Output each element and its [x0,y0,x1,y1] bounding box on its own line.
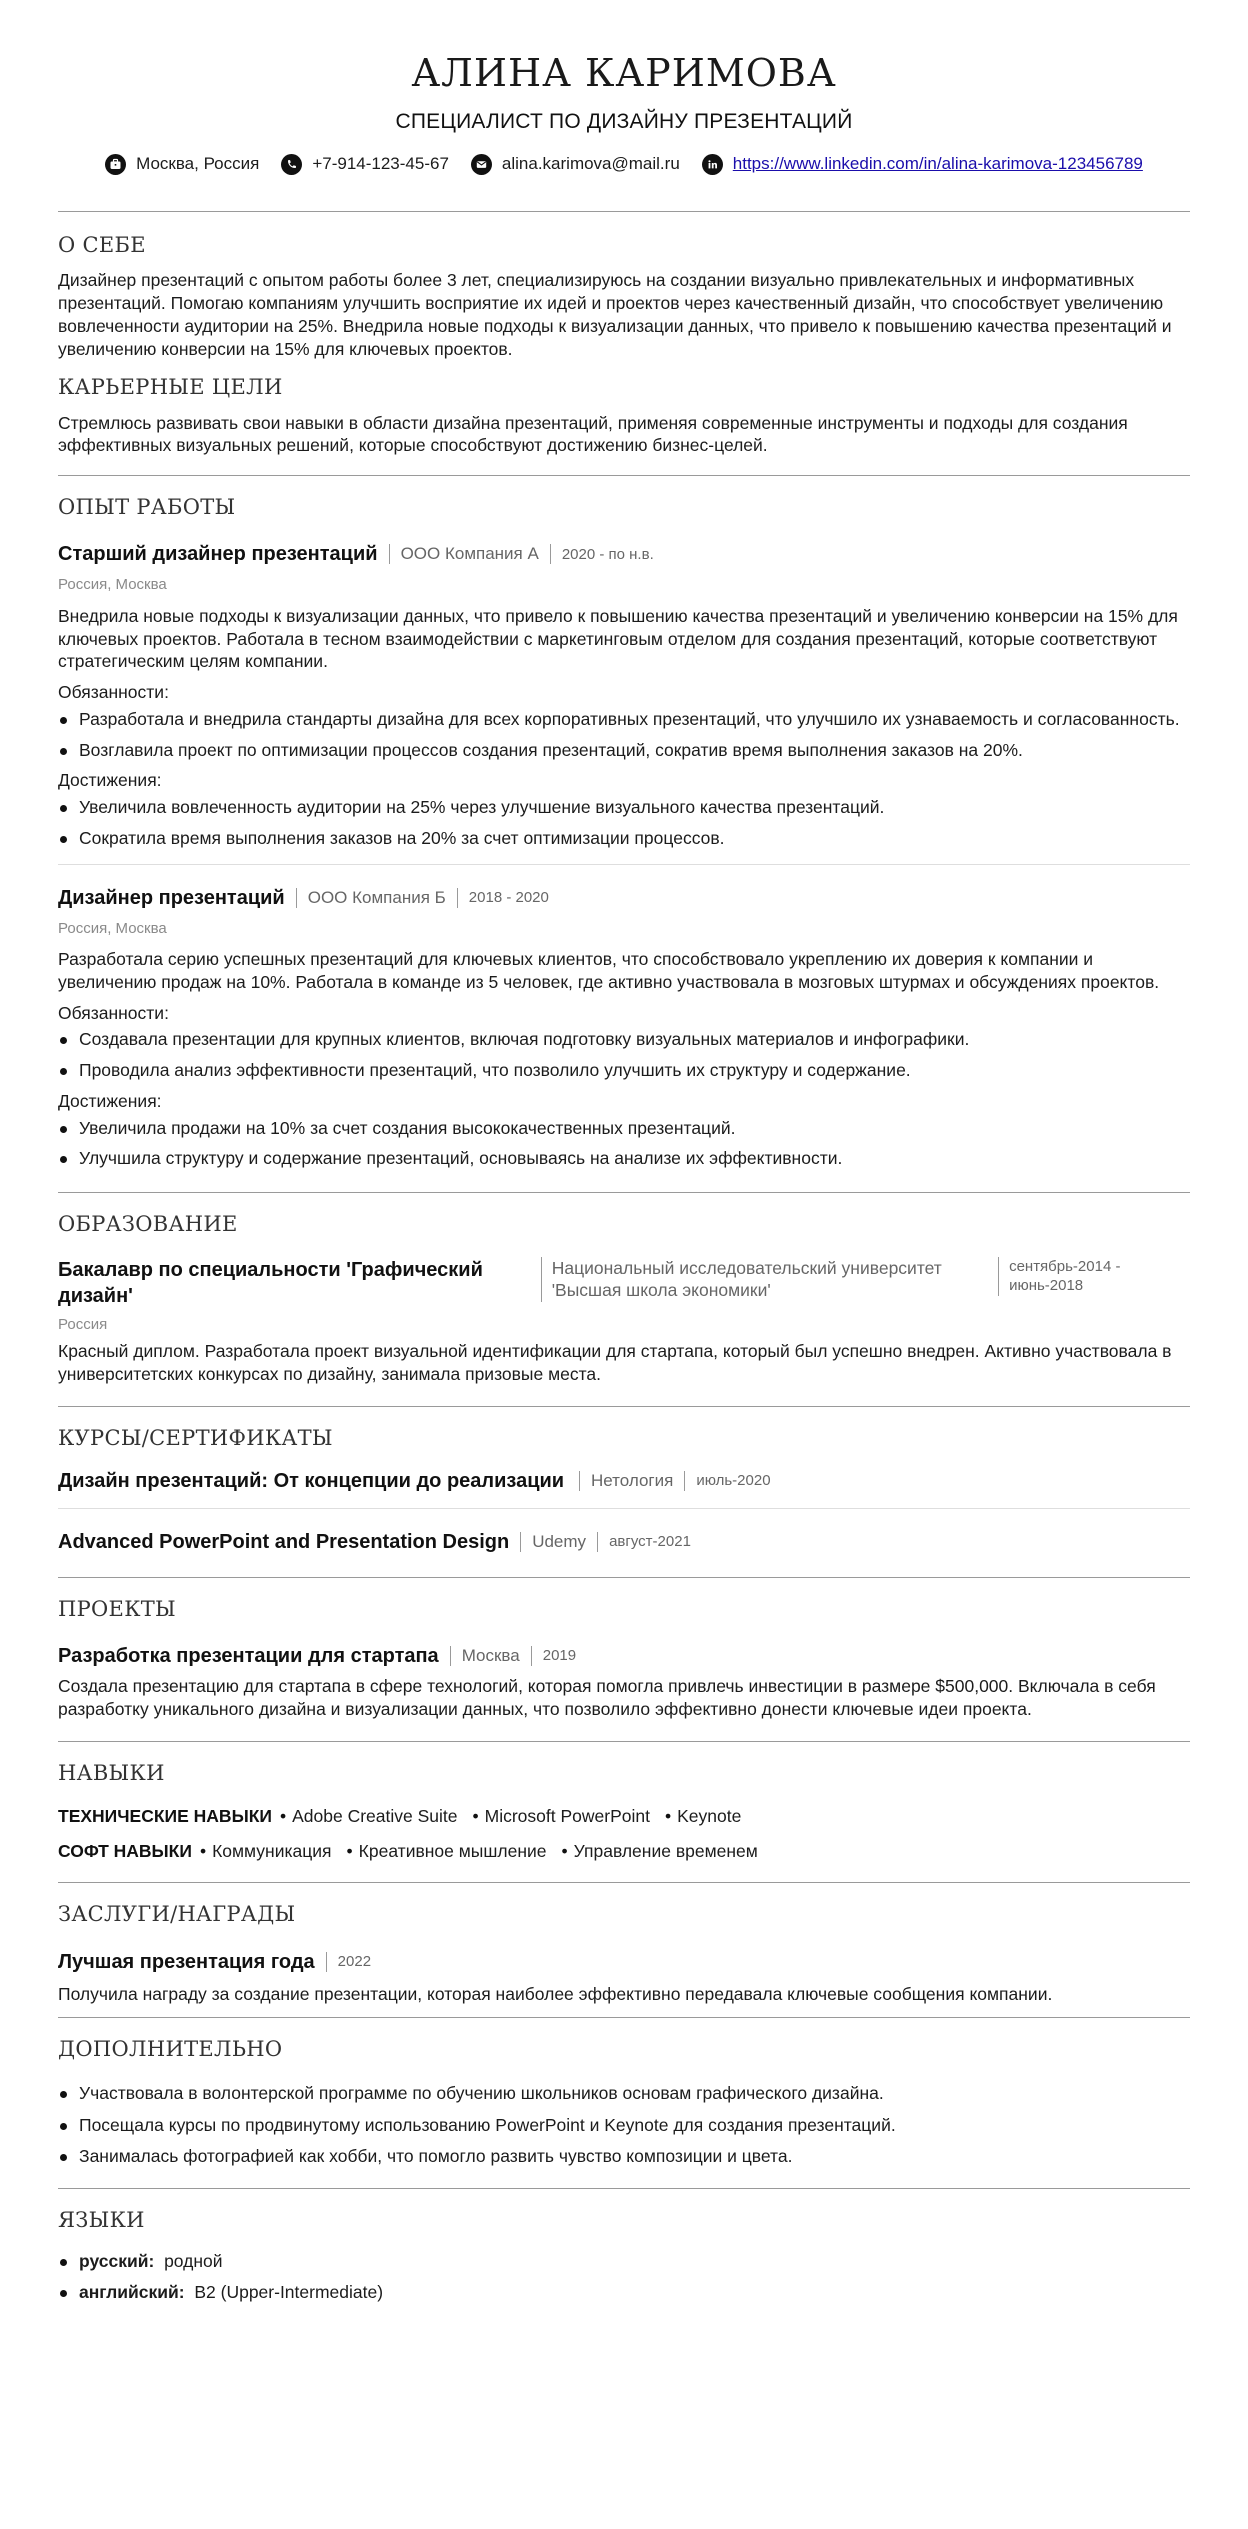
award-entry [58,1949,1190,1975]
project-year: 2019 [542,1647,577,1665]
separator [998,1257,999,1296]
course-name: Advanced PowerPoint and Presentation Design [58,1530,510,1553]
list-item: Улучшила структуру и содержание презентаций, основываясь на анализе их эффективности. [58,1147,1190,1170]
language-name: английский: [79,2282,185,2303]
job-entry [58,541,1190,849]
divider [58,475,1190,476]
divider [58,864,1190,865]
section-title-experience: ОПЫТ РАБОТЫ [58,495,236,520]
education-degree: Бакалавр по специальности 'Графический дизайн' [58,1258,483,1307]
language-level: B2 (Upper-Intermediate) [194,2282,384,2303]
divider [58,211,1190,212]
education-location: Россия [58,1315,108,1333]
education-dates [998,1257,1190,1296]
section-title-skills: НАВЫКИ [58,1760,165,1785]
candidate-title: СПЕЦИАЛИСТ ПО ДИЗАЙНУ ПРЕЗЕНТАЦИЙ [395,109,853,133]
job-position: Дизайнер презентаций [58,886,285,909]
job-company: ООО Компания А [400,544,539,564]
separator [531,1646,532,1666]
job-location: Россия, Москва [58,919,167,937]
divider [58,1741,1190,1742]
languages-list [58,2250,1190,2304]
soft-skills [58,1840,1190,1863]
achievements-list [58,1117,1190,1171]
course-name: Дизайн презентаций: От концепции до реализации [58,1469,565,1492]
skill-item: • Adobe Creative Suite [280,1805,458,1828]
award-name: Лучшая презентация года [58,1950,315,1973]
list-item: Посещала курсы по продвинутому использованию PowerPoint и Keynote для создания презентаций. [58,2114,1190,2137]
list-item: Создавала презентации для крупных клиентов, включая подготовку визуальных материалов и инфографики. [58,1028,1190,1051]
project-description: Создала презентацию для стартапа в сфере технологий, которая помогла привлечь инвестиции в размере $500,000. Включала в себя разработку уникального дизайна и визуализации данных, что позволило эффективно донести ключевые идеи проекта. [58,1676,1156,1719]
section-title-additional: ДОПОЛНИТЕЛЬНО [58,2037,283,2062]
course-date: июль-2020 [696,1472,771,1490]
course-entry [58,1529,1190,1555]
section-title-courses: КУРСЫ/СЕРТИФИКАТЫ [58,1425,333,1450]
divider [58,2017,1190,2018]
education-university [541,1257,998,1303]
education-description: Красный диплом. Разработала проект визуальной идентификации для стартапа, который был успешно внедрен. Активно участвовала в университетских конкурсах по дизайну, занимала призовые места. [58,1341,1172,1384]
list-item: Возглавила проект по оптимизации процессов создания презентаций, сократив время выполнения заказов на 20%. [58,739,1190,762]
achievements-list [58,796,1190,850]
course-date: август-2021 [609,1533,691,1551]
project-name: Разработка презентации для стартапа [58,1645,439,1668]
skill-item: • Управление временем [562,1840,758,1863]
about-text: Дизайнер презентаций с опытом работы более 3 лет, специализируюсь на создании визуально привлекательных и информативных презентаций. Помогаю компаниям улучшить восприятие их идей и проектов через качественный дизайн, что способствует увеличению вовлеченности аудитории на 25%. Внедрила новые подходы к визуализации данных, что привело к повышению качества презентаций и увеличению конверсии на 15% для ключевых проектов. [58,270,1172,359]
language-name: русский: [79,2251,155,2272]
soft-skills-label: СОФТ НАВЫКИ [58,1840,192,1861]
duties-list [58,708,1190,762]
skill-item: • Коммуникация [200,1840,332,1863]
skill-item: • Microsoft PowerPoint [473,1805,650,1828]
duties-label: Обязанности: [58,682,169,703]
list-item: Увеличила вовлеченность аудитории на 25% через улучшение визуального качества презентаций. [58,796,1190,819]
job-location: Россия, Москва [58,576,167,594]
linkedin-link[interactable]: https://www.linkedin.com/in/alina-karimova-123456789 [732,153,1143,173]
location-text: Москва, Россия [136,153,260,173]
education-dates-text: сентябрь-2014 - июнь-2018 [1009,1257,1121,1295]
section-title-goals: КАРЬЕРНЫЕ ЦЕЛИ [58,375,283,400]
phone-text[interactable]: +7-914-123-45-67 [312,153,449,173]
skill-item: • Keynote [665,1805,741,1828]
achievements-label: Достижения: [58,1090,162,1111]
divider [58,1406,1190,1407]
email-text[interactable]: alina.karimova@mail.ru [501,153,680,173]
job-position: Старший дизайнер презентаций [58,543,378,566]
separator [296,888,297,908]
separator [579,1471,580,1491]
list-item: Сократила время выполнения заказов на 20% за счет оптимизации процессов. [58,827,1190,850]
award-year: 2022 [337,1952,372,1970]
contact-email[interactable] [471,153,680,175]
section-title-education: ОБРАЗОВАНИЕ [58,1212,238,1237]
list-item: Увеличила продажи на 10% за счет создания высококачественных презентаций. [58,1117,1190,1140]
separator [520,1532,521,1552]
separator [389,544,390,564]
additional-list [58,2082,1190,2168]
job-dates: 2018 - 2020 [468,888,549,906]
technical-skills [58,1805,1190,1828]
job-dates: 2020 - по н.в. [561,545,654,563]
course-provider: Нетология [591,1470,674,1490]
duties-label: Обязанности: [58,1002,169,1023]
technical-skills-label: ТЕХНИЧЕСКИЕ НАВЫКИ [58,1805,272,1826]
language-level: родной [164,2251,223,2272]
course-entry [58,1468,1190,1494]
divider [58,1577,1190,1578]
separator [684,1471,685,1491]
job-company: ООО Компания Б [307,887,446,907]
location-icon [105,154,126,175]
linkedin-icon [702,154,723,175]
university-name: Национальный исследовательский университет 'Высшая школа экономики' [551,1257,942,1301]
job-description: Внедрила новые подходы к визуализации данных, что привело к повышению качества презентаций и увеличению конверсии на 15% для ключевых проектов. Работала в тесном взаимодействии с маркетинговым отделом для создания презентаций, которые соответствуют стратегическим целям компании. [58,605,1178,672]
duties-list [58,1028,1190,1082]
project-location: Москва [461,1646,520,1666]
section-title-awards: ЗАСЛУГИ/НАГРАДЫ [58,1902,296,1927]
project-entry [58,1643,1190,1669]
list-item: Участвовала в волонтерской программе по обучению школьников основам графического дизайна. [58,2082,1190,2105]
contact-location [105,153,259,175]
candidate-name: АЛИНА КАРИМОВА [411,51,837,95]
list-item: Разработала и внедрила стандарты дизайна для всех корпоративных презентаций, что улучшило их узнаваемость и согласованность. [58,708,1190,731]
section-title-projects: ПРОЕКТЫ [58,1596,177,1621]
education-entry [58,1257,1190,1309]
course-provider: Udemy [532,1531,587,1551]
email-icon [471,154,492,175]
contact-bar [58,153,1190,175]
divider [58,2188,1190,2189]
separator [326,1952,327,1972]
separator [457,888,458,908]
achievements-label: Достижения: [58,770,162,791]
job-entry [58,885,1190,1171]
divider [58,1882,1190,1883]
skill-item: • Креативное мышление [347,1840,547,1863]
language-item [58,2250,1190,2273]
goals-text: Стремлюсь развивать свои навыки в области дизайна презентаций, применяя современные инструменты и подходы для создания эффективных визуальных решений, которые способствуют достижению бизнес-целей. [58,412,1128,456]
contact-phone[interactable] [281,153,449,175]
separator [597,1532,598,1552]
separator [450,1646,451,1666]
divider [58,1192,1190,1193]
language-item [58,2281,1190,2304]
divider [58,1508,1190,1509]
job-description: Разработала серию успешных презентаций для ключевых клиентов, что способствовало укреплению их доверия к компании и увеличению продаж на 10%. Работала в команде из 5 человек, где активно участвовала в мозговых штурмах и обсуждениях проектов. [58,949,1160,992]
award-description: Получила награду за создание презентации, которая наиболее эффективно передавала ключевые сообщения компании. [58,1983,1053,2004]
separator [550,544,551,564]
separator [541,1257,542,1303]
contact-linkedin[interactable] [702,153,1143,175]
section-title-about: О СЕБЕ [58,233,146,258]
phone-icon [281,154,302,175]
list-item: Занималась фотографией как хобби, что помогло развить чувство композиции и цвета. [58,2145,1190,2168]
section-title-languages: ЯЗЫКИ [58,2208,145,2232]
list-item: Проводила анализ эффективности презентаций, что позволило улучшить их структуру и содержание. [58,1059,1190,1082]
